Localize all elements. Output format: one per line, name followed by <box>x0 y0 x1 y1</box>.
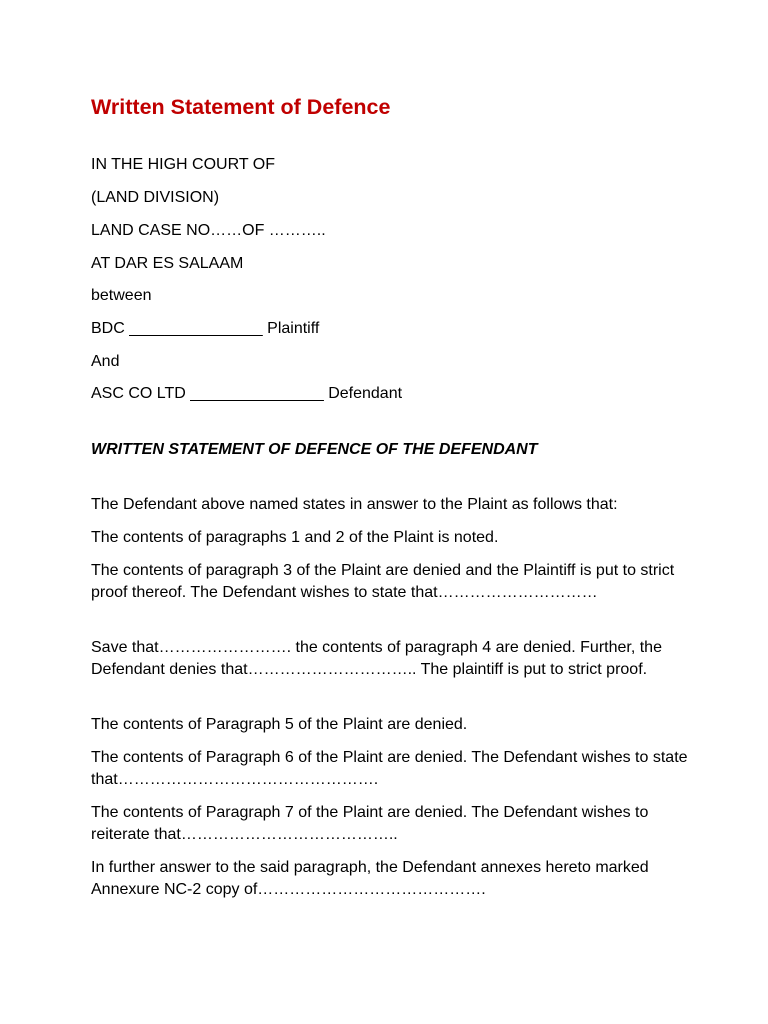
paragraph-annexure: In further answer to the said paragraph, the Defendant annexes hereto marked Annexure NC-2 copy of……………………………………. <box>91 859 649 898</box>
between-label: between <box>91 287 152 304</box>
defendant-line: ASC CO LTD _______________ Defendant <box>91 385 403 402</box>
paragraph-1-2: The contents of paragraphs 1 and 2 of the Plaint is noted. <box>91 529 499 546</box>
court-location: AT DAR ES SALAAM <box>91 255 244 272</box>
plaintiff-line: BDC _______________ Plaintiff <box>91 320 320 337</box>
paragraph-3: The contents of paragraph 3 of the Plaint are denied and the Plaintiff is put to strict proof thereof. The Defendant wishes to state that………………………… <box>91 562 675 601</box>
case-number: LAND CASE NO……OF ……….. <box>91 222 326 239</box>
paragraph-4: Save that……………………. the contents of paragraph 4 are denied. Further, the Defendant denies that………………………….. The plaintiff is put to strict proof. <box>91 639 662 678</box>
paragraph-6: The contents of Paragraph 6 of the Plaint are denied. The Defendant wishes to state that…………………………………………. <box>91 749 688 788</box>
paragraph-7: The contents of Paragraph 7 of the Plaint are denied. The Defendant wishes to reiterate that………………………………….. <box>91 804 649 843</box>
court-division: (LAND DIVISION) <box>91 189 220 206</box>
document-title: Written Statement of Defence <box>91 95 391 119</box>
court-name: IN THE HIGH COURT OF <box>91 156 276 173</box>
section-heading: WRITTEN STATEMENT OF DEFENCE OF THE DEFENDANT <box>91 441 538 458</box>
paragraph-intro: The Defendant above named states in answer to the Plaint as follows that: <box>91 496 618 513</box>
and-label: And <box>91 353 120 370</box>
paragraph-5: The contents of Paragraph 5 of the Plaint are denied. <box>91 716 468 733</box>
